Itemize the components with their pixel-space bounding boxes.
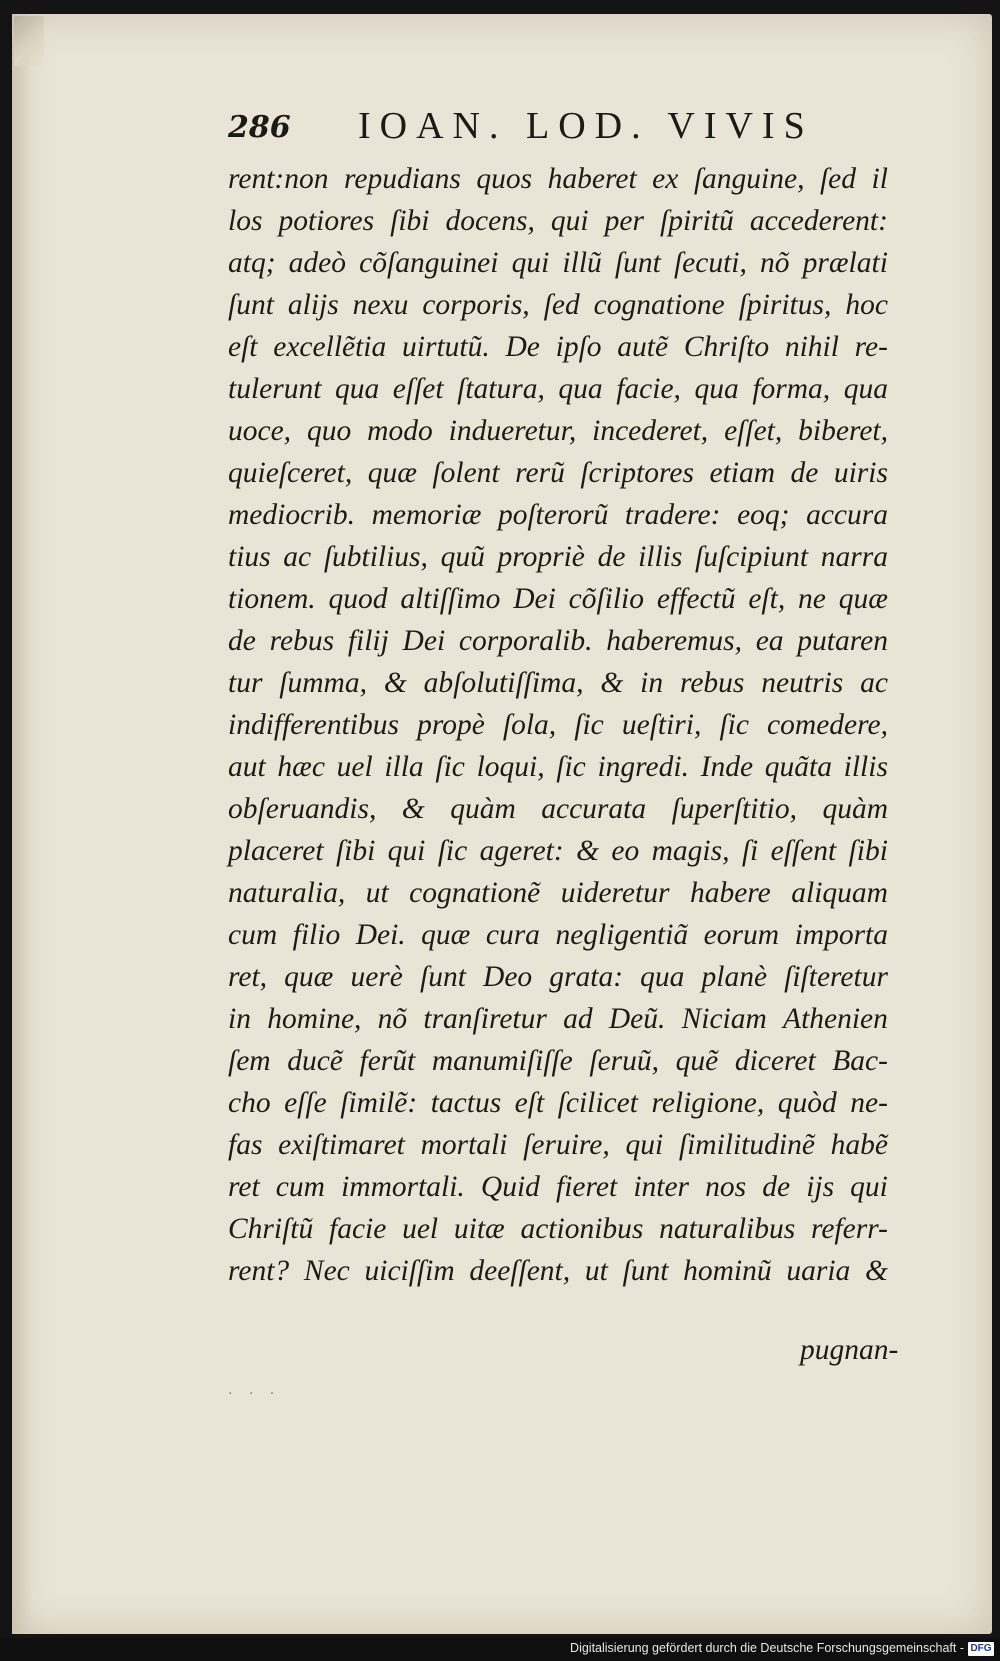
text-line: naturalia, ut cognationẽ uideretur habere aliquam [228,877,888,909]
catchword: pugnan- [800,1334,899,1366]
text-line: rent? Nec uiciſſim deeſſent, ut ſunt hominũ uaria & [228,1255,888,1287]
text-line: tur ſumma, & abſolutiſſima, & in rebus neutris ac [228,667,888,699]
text-line: atq; adeò cõſanguinei qui illũ ſunt ſecuti, nõ prælati [228,247,888,279]
dfg-logo: DFG [968,1642,994,1656]
text-line: obſeruandis, & quàm accurata ſuperſtitio, quàm [228,793,888,825]
running-head [228,104,868,154]
ink-specks: . . . [228,1382,281,1398]
text-line: eſt excellẽtia uirtutũ. De ipſo autẽ Chriſto nihil re- [228,331,888,363]
text-line: mediocrib. memoriæ poſterorũ tradere: eoq; accura [228,499,888,531]
text-line: quieſceret, quæ ſolent rerũ ſcriptores etiam de uiris [228,457,888,489]
text-line: de rebus filij Dei corporalib. haberemus, ea putaren [228,625,888,657]
page-number: 286 [228,110,291,145]
header-title: IOAN. LOD. VIVIS [358,105,814,147]
text-line: cho eſſe ſimilẽ: tactus eſt ſcilicet religione, quòd ne- [228,1087,888,1119]
text-line: tionem. quod altiſſimo Dei cõſilio effectũ eſt, ne quæ [228,583,888,615]
text-line: aut hæc uel illa ſic loqui, ſic ingredi. Inde quãta illis [228,751,888,783]
text-line: in homine, nõ tranſiretur ad Deũ. Niciam Athenien [228,1003,888,1035]
page-dogear [14,16,44,66]
text-line: ret, quæ uerè ſunt Deo grata: qua planè ſiſteretur [228,961,888,993]
text-line: tius ac ſubtilius, quũ propriè de illis ſuſcipiunt narra [228,541,888,573]
text-line: ſem ducẽ ferũt manumiſiſſe ſeruũ, quẽ diceret Bac- [228,1045,888,1077]
text-line: ſunt alijs nexu corporis, ſed cognatione ſpiritus, hoc [228,289,888,321]
text-line: tulerunt qua eſſet ſtatura, qua facie, qua forma, qua [228,373,888,405]
text-line: ret cum immortali. Quid fieret inter nos de ijs qui [228,1171,888,1203]
footer-credit: Digitalisierung gefördert durch die Deutsche Forschungsgemeinschaft - [570,1641,964,1655]
text-block [228,158,888,1292]
text-line: uoce, quo modo indueretur, incederet, eſſet, biberet, [228,415,888,447]
text-line: cum filio Dei. quæ cura negligentiã eorum importa [228,919,888,951]
text-line: Chriſtũ facie uel uitæ actionibus naturalibus referr- [228,1213,888,1245]
footer-bar [0,1638,1000,1661]
text-line: indifferentibus propè ſola, ſic ueſtiri, ſic comedere, [228,709,888,741]
text-line: los potiores ſibi docens, qui per ſpiritũ accederent: [228,205,888,237]
text-line: placeret ſibi qui ſic ageret: & eo magis, ſi eſſent ſibi [228,835,888,867]
page-gutter-shadow [12,14,32,1634]
text-line: fas exiſtimaret mortali ſeruire, qui ſimilitudinẽ habẽ [228,1129,888,1161]
text-line: rent:non repudians quos haberet ex ſanguine, ſed il [228,163,888,195]
